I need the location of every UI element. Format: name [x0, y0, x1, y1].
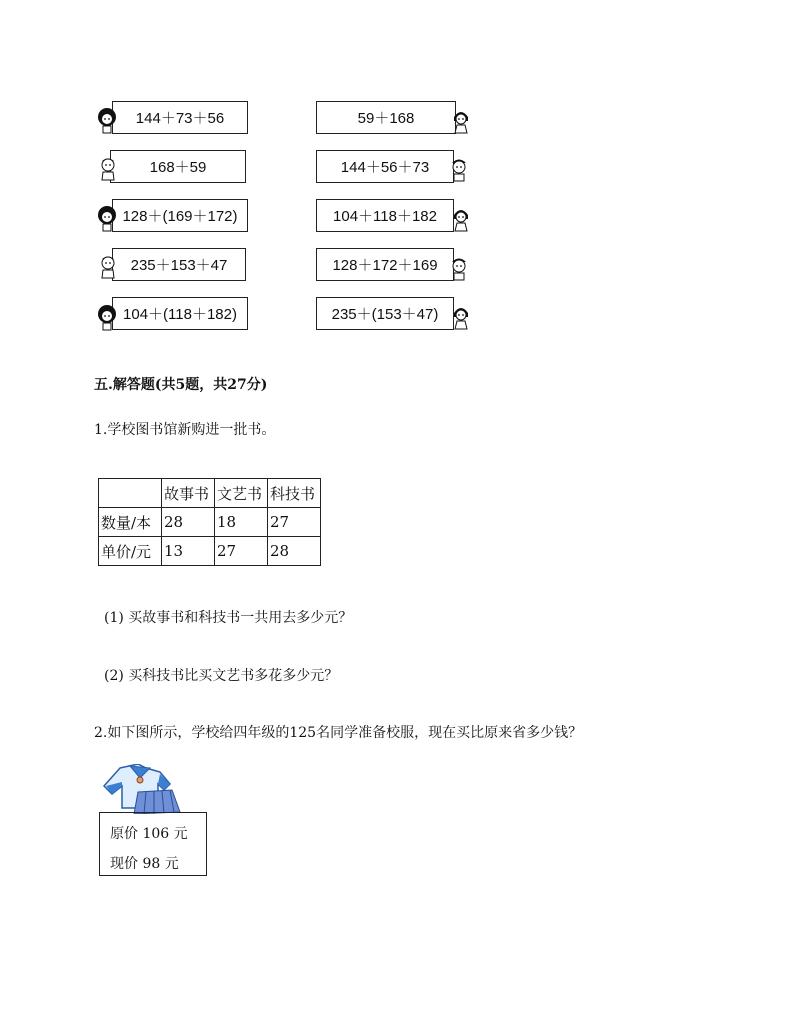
expression-box-right-3: [316, 199, 454, 232]
section-title: 五.解答题(共5题，共27分): [94, 377, 268, 393]
table-header-row: [99, 479, 321, 508]
table-cell: 故事书: [162, 479, 215, 508]
expression-text: 128＋172＋169: [332, 257, 438, 274]
table-cell: 13: [162, 537, 215, 566]
expression-text: 168＋59: [149, 159, 207, 176]
boy-cartoon-icon: [97, 252, 119, 280]
expression-box-left-2: [110, 150, 246, 183]
table-cell: 28: [162, 508, 215, 537]
question-1-text: 1.学校图书馆新购进一批书。: [94, 422, 276, 438]
expression-box-right-5: [316, 297, 454, 330]
school-uniform-illustration: [98, 764, 184, 814]
table-cell: 28: [268, 537, 321, 566]
table-cell: 科技书: [268, 479, 321, 508]
table-cell: 数量/本: [99, 508, 162, 537]
expression-box-left-3: [112, 199, 248, 232]
table-row: [99, 508, 321, 537]
question-1-sub-1: (1) 买故事书和科技书一共用去多少元？: [104, 610, 353, 626]
expression-box-left-5: [112, 297, 248, 330]
question-1-sub-2: (2) 买科技书比买文艺书多花多少元？: [104, 668, 339, 684]
girl-cartoon-icon: [450, 205, 472, 233]
girl-cartoon-icon: [96, 107, 118, 135]
girl-cartoon-icon: [450, 303, 472, 331]
expression-text: 59＋168: [357, 110, 415, 127]
expression-box-left-4: [112, 248, 246, 281]
expression-box-right-1: [316, 101, 456, 134]
expression-text: 144＋56＋73: [340, 159, 430, 176]
original-price: 原价 106 元: [110, 826, 188, 842]
table-cell: 单价/元: [99, 537, 162, 566]
girl-cartoon-icon: [96, 304, 118, 332]
expression-text: 235＋(153＋47): [331, 306, 439, 323]
expression-text: 128＋(169＋172): [122, 208, 238, 225]
table-row: [99, 537, 321, 566]
expression-box-right-2: [316, 150, 454, 183]
expression-box-left-1: [112, 101, 248, 134]
girl-cartoon-icon: [450, 107, 472, 135]
expression-text: 144＋73＋56: [135, 110, 225, 127]
table-cell: 18: [215, 508, 268, 537]
expression-box-right-4: [316, 248, 454, 281]
table-cell: 27: [268, 508, 321, 537]
expression-text: 104＋118＋182: [333, 208, 437, 225]
books-table: [98, 478, 321, 566]
boy-cartoon-icon: [448, 155, 470, 183]
table-cell: 27: [215, 537, 268, 566]
expression-text: 235＋153＋47: [130, 257, 228, 274]
price-box: [99, 812, 207, 876]
boy-cartoon-icon: [448, 254, 470, 282]
boy-cartoon-icon: [97, 154, 119, 182]
current-price: 现价 98 元: [110, 856, 179, 872]
table-cell: 文艺书: [215, 479, 268, 508]
question-2-text: 2.如下图所示，学校给四年级的125名同学准备校服，现在买比原来省多少钱？: [94, 725, 583, 741]
expression-text: 104＋(118＋182): [123, 306, 237, 323]
table-cell: [99, 479, 162, 508]
girl-cartoon-icon: [96, 205, 118, 233]
